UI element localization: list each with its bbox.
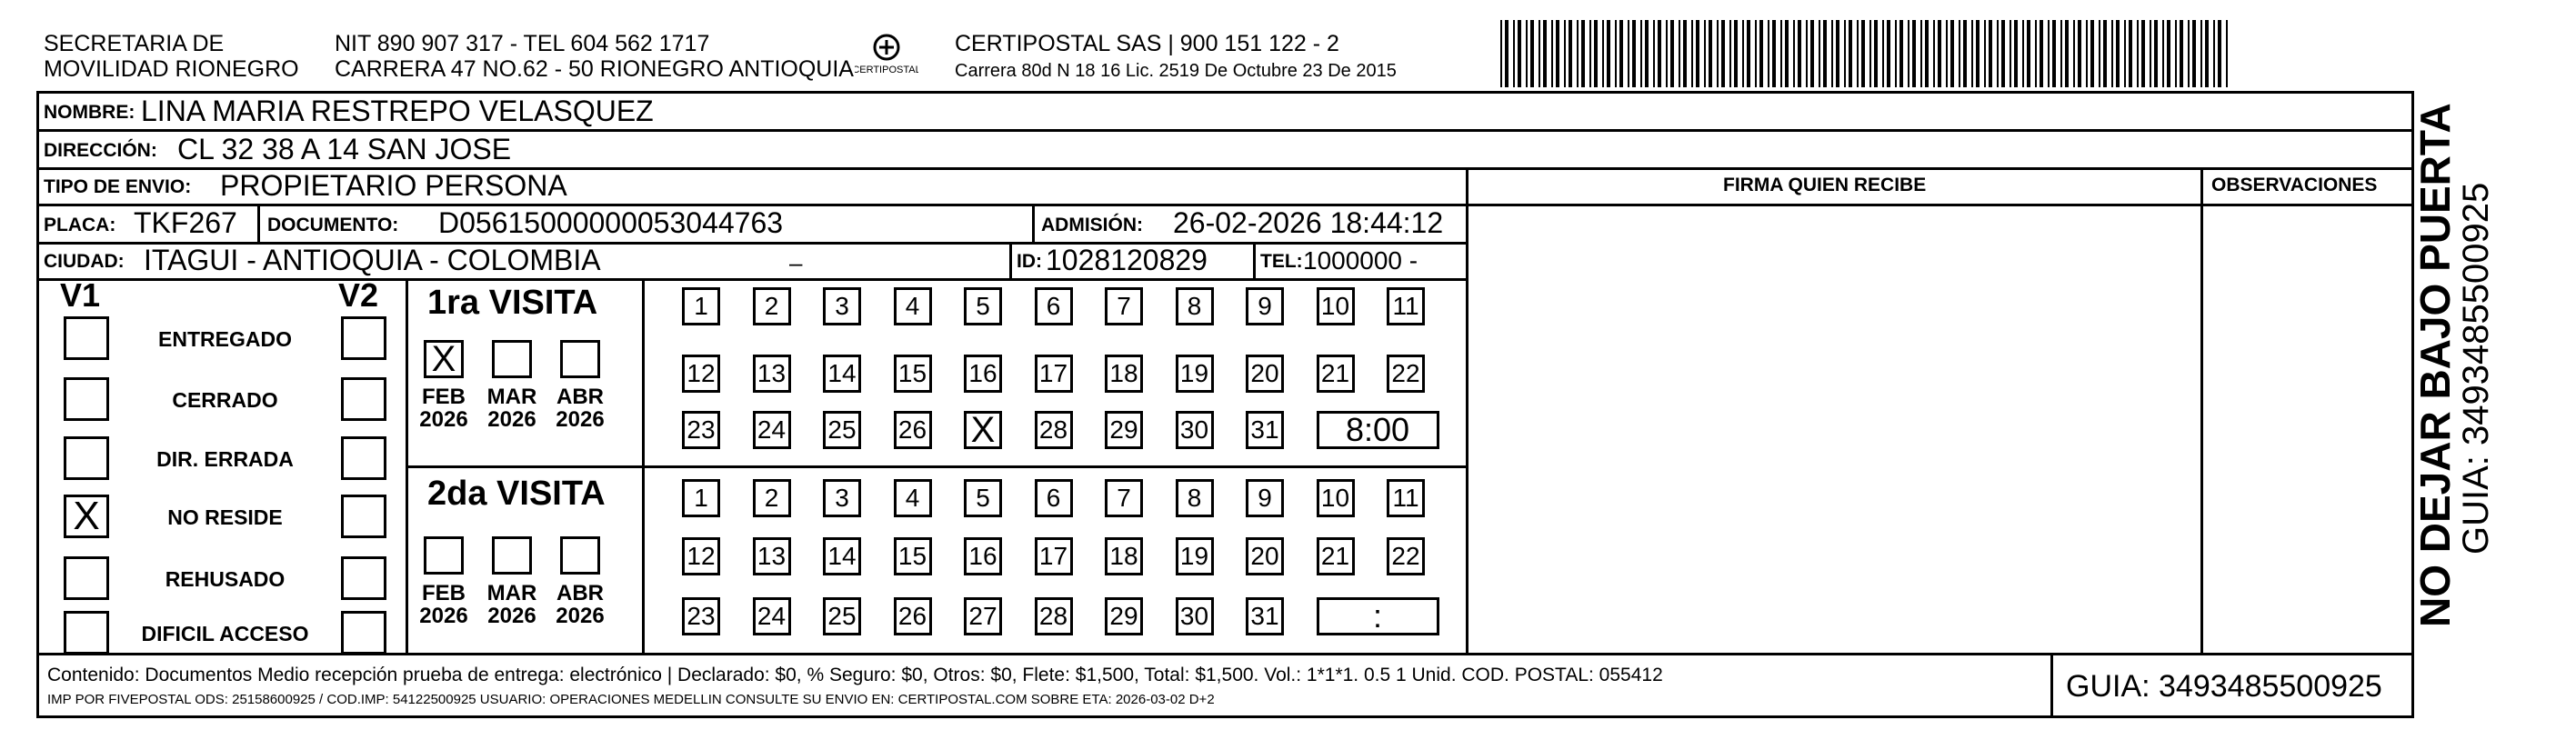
first-day-28[interactable]: 28: [1035, 411, 1073, 449]
barcode-bar: [2175, 20, 2177, 87]
barcode-bar: [1632, 20, 1636, 87]
first-day-19[interactable]: 19: [1176, 355, 1214, 393]
v2-checkbox[interactable]: [341, 495, 386, 538]
barcode-bar: [2200, 20, 2202, 87]
second-day-1[interactable]: 1: [682, 479, 720, 517]
first-day-27[interactable]: X: [964, 411, 1002, 449]
barcode-bar: [1666, 20, 1668, 87]
barcode-bar: [1594, 20, 1598, 87]
barcode-bar: [1658, 20, 1661, 87]
placa-value: TKF267: [134, 206, 237, 239]
second-visit-title: 2da VISITA: [427, 475, 606, 513]
first-day-13[interactable]: 13: [753, 355, 791, 393]
barcode-bar: [1589, 20, 1591, 87]
barcode-bar: [1925, 20, 1929, 87]
barcode-bar: [1912, 20, 1916, 87]
v1-checkbox[interactable]: [64, 316, 109, 360]
status-label: REHUSADO: [165, 567, 286, 591]
barcode-bar: [1971, 20, 1973, 87]
footer-line-2: IMP POR FIVEPOSTAL ODS: 25158600925 / COD.IMP: 54122500925 USUARIO: OPERACIONES MEDELLIN CONSULTE SU ENVIO EN: CERTIPOSTAL.COM SOBRE ETA: 2026-03-02 D+2: [47, 692, 1215, 707]
tel-value: 1000000 -: [1303, 246, 1418, 275]
second-day-17[interactable]: 17: [1035, 537, 1073, 575]
svg-text:CERTIPOSTAL: CERTIPOSTAL: [855, 65, 918, 75]
firma-area[interactable]: [1469, 207, 2197, 651]
second-day-16[interactable]: 16: [964, 537, 1002, 575]
second-month-checkbox[interactable]: [492, 536, 532, 575]
side-guia: GUIA: 3493485500925: [2456, 182, 2496, 555]
month-name: ABR: [556, 385, 604, 409]
barcode-bar: [2022, 20, 2024, 87]
barcode-bar: [1963, 20, 1967, 87]
barcode-bar: [1989, 20, 1992, 87]
barcode-bar: [1653, 20, 1655, 87]
barcode-bar: [1645, 20, 1649, 87]
second-day-12[interactable]: 12: [682, 537, 720, 575]
barcode-bar: [1696, 20, 1699, 87]
second-day-24[interactable]: 24: [753, 597, 791, 635]
barcode-bar: [2167, 20, 2170, 87]
barcode-bar: [1798, 20, 1801, 87]
second-day-7[interactable]: 7: [1105, 479, 1143, 517]
documento-label: DOCUMENTO:: [267, 215, 399, 235]
barcode-bar: [2027, 20, 2030, 87]
month-label: [412, 582, 476, 627]
v1-checkbox[interactable]: [64, 611, 109, 655]
barcode-bar: [1823, 20, 1827, 87]
sender-line-2: MOVILIDAD RIONEGRO: [44, 56, 299, 82]
first-month-checkbox[interactable]: [560, 340, 600, 378]
barcode-bar: [1543, 20, 1547, 87]
documento-value: D05615000000053044763: [438, 206, 784, 239]
month-label: [480, 582, 544, 627]
barcode-bar: [1836, 20, 1839, 87]
barcode-bar: [1780, 20, 1782, 87]
address-line: CARRERA 47 NO.62 - 50 RIONEGRO ANTIOQUIA: [335, 56, 854, 82]
first-month-checkbox[interactable]: X: [424, 340, 464, 378]
barcode-bar: [1500, 20, 1502, 87]
status-label: DIR. ERRADA: [156, 447, 294, 471]
month-year: 2026: [419, 407, 468, 433]
barcode-bar: [1564, 20, 1566, 87]
id-value: 1028120829: [1046, 244, 1208, 276]
barcode-bar: [1810, 20, 1814, 87]
barcode-bar: [1581, 20, 1585, 87]
first-day-17[interactable]: 17: [1035, 355, 1073, 393]
barcode-bar: [2154, 20, 2158, 87]
barcode-bar: [1513, 20, 1515, 87]
first-day-9[interactable]: 9: [1246, 287, 1284, 325]
barcode-bar: [1704, 20, 1706, 87]
v1-checkbox[interactable]: [64, 436, 109, 480]
barcode-bar: [1670, 20, 1674, 87]
barcode-bar: [1933, 20, 1935, 87]
certipostal-logo: [855, 33, 918, 80]
barcode-bar: [2014, 20, 2018, 87]
second-day-23[interactable]: 23: [682, 597, 720, 635]
barcode-bar: [1844, 20, 1846, 87]
month-year: 2026: [487, 604, 536, 629]
v1-checkbox[interactable]: X: [64, 495, 109, 538]
barcode-bar: [1709, 20, 1712, 87]
month-name: FEB: [422, 385, 466, 409]
month-label: [548, 582, 612, 627]
barcode-bar: [1857, 20, 1859, 87]
barcode-bar: [1861, 20, 1865, 87]
first-day-12[interactable]: 12: [682, 355, 720, 393]
first-day-18[interactable]: 18: [1105, 355, 1143, 393]
barcode-bar: [1729, 20, 1731, 87]
barcode-bar: [2040, 20, 2043, 87]
month-year: 2026: [556, 604, 605, 629]
barcode-bar: [2218, 20, 2221, 87]
barcode-bar: [2086, 20, 2088, 87]
barcode-bar: [1569, 20, 1572, 87]
barcode-bar: [1683, 20, 1687, 87]
month-year: 2026: [419, 604, 468, 629]
month-name: FEB: [422, 581, 466, 605]
carrier-line-2: Carrera 80d N 18 16 Lic. 2519 De Octubre 23 De 2015: [955, 61, 1397, 81]
barcode-bar: [2048, 20, 2050, 87]
barcode-bar: [2099, 20, 2100, 87]
month-year: 2026: [487, 407, 536, 433]
tipo-label: TIPO DE ENVIO:: [44, 176, 192, 197]
tel-label: TEL:: [1260, 251, 1303, 272]
first-month-checkbox[interactable]: [492, 340, 532, 378]
barcode-bar: [2188, 20, 2190, 87]
v2-header: V2: [338, 276, 379, 314]
barcode-bar: [2205, 20, 2209, 87]
barcode-bar: [1785, 20, 1789, 87]
barcode-bar: [1920, 20, 1922, 87]
barcode-bar: [1772, 20, 1776, 87]
observaciones-header: OBSERVACIONES: [2211, 175, 2378, 195]
barcode-bar: [1806, 20, 1808, 87]
second-day-8[interactable]: 8: [1176, 479, 1214, 517]
first-day-20[interactable]: 20: [1246, 355, 1284, 393]
barcode-bar: [1869, 20, 1871, 87]
barcode-bar: [1628, 20, 1629, 87]
first-day-8[interactable]: 8: [1176, 287, 1214, 325]
second-month-checkbox[interactable]: [560, 536, 600, 575]
barcode-bar: [2124, 20, 2126, 87]
first-day-22[interactable]: 22: [1387, 355, 1425, 393]
barcode-bar: [2010, 20, 2011, 87]
barcode-bar: [1518, 20, 1521, 87]
v1-checkbox[interactable]: [64, 556, 109, 600]
barcode-bar: [2078, 20, 2081, 87]
barcode-bar: [1819, 20, 1820, 87]
barcode-bar: [1882, 20, 1884, 87]
second-day-10[interactable]: 10: [1317, 479, 1355, 517]
month-name: ABR: [556, 581, 604, 605]
second-day-29[interactable]: 29: [1105, 597, 1143, 635]
second-month-checkbox[interactable]: [424, 536, 464, 575]
barcode-bar: [2226, 20, 2228, 87]
second-day-4[interactable]: 4: [894, 479, 932, 517]
side-warning: NO DEJAR BAJO PUERTA: [2411, 103, 2459, 627]
barcode-bar: [2103, 20, 2107, 87]
status-label: DIFICIL ACCESO: [141, 622, 309, 645]
second-day-30[interactable]: 30: [1176, 597, 1214, 635]
v2-checkbox[interactable]: [341, 611, 386, 655]
second-day-11[interactable]: 11: [1387, 479, 1425, 517]
second-day-15[interactable]: 15: [894, 537, 932, 575]
nit-line: NIT 890 907 317 - TEL 604 562 1717: [335, 31, 710, 56]
placa-label: PLACA:: [44, 215, 116, 235]
barcode-bar: [1895, 20, 1897, 87]
barcode-bar: [1997, 20, 1999, 87]
first-day-1[interactable]: 1: [682, 287, 720, 325]
firma-header: FIRMA QUIEN RECIBE: [1723, 175, 1927, 195]
second-day-2[interactable]: 2: [753, 479, 791, 517]
barcode-bar: [1950, 20, 1954, 87]
barcode-bar: [1938, 20, 1941, 87]
barcode: [1500, 20, 2231, 87]
barcode-bar: [1887, 20, 1890, 87]
first-day-31[interactable]: 31: [1246, 411, 1284, 449]
admision-label: ADMISIÓN:: [1041, 215, 1143, 235]
barcode-bar: [1602, 20, 1604, 87]
barcode-bar: [1831, 20, 1833, 87]
direccion-label: DIRECCIÓN:: [44, 140, 157, 161]
second-day-9[interactable]: 9: [1246, 479, 1284, 517]
month-label: [480, 385, 544, 431]
barcode-bar: [2213, 20, 2215, 87]
second-day-22[interactable]: 22: [1387, 537, 1425, 575]
first-day-11[interactable]: 11: [1387, 287, 1425, 325]
month-name: MAR: [486, 581, 537, 605]
ciudad-value: ITAGUI - ANTIOQUIA - COLOMBIA: [144, 244, 601, 276]
barcode-bar: [2116, 20, 2120, 87]
admision-value: 26-02-2026 18:44:12: [1173, 206, 1444, 239]
barcode-bar: [1530, 20, 1534, 87]
v2-checkbox[interactable]: [341, 316, 386, 360]
barcode-bar: [1717, 20, 1719, 87]
status-label: NO RESIDE: [167, 505, 283, 529]
nombre-label: NOMBRE:: [44, 102, 135, 123]
first-day-29[interactable]: 29: [1105, 411, 1143, 449]
ciudad-mark: –: [789, 249, 803, 276]
barcode-bar: [1577, 20, 1579, 87]
barcode-bar: [2162, 20, 2164, 87]
first-day-21[interactable]: 21: [1317, 355, 1355, 393]
id-label: ID:: [1017, 251, 1042, 272]
second-day-13[interactable]: 13: [753, 537, 791, 575]
barcode-bar: [2001, 20, 2005, 87]
month-name: MAR: [486, 385, 537, 409]
v2-checkbox[interactable]: [341, 436, 386, 480]
second-day-20[interactable]: 20: [1246, 537, 1284, 575]
second-day-28[interactable]: 28: [1035, 597, 1073, 635]
barcode-bar: [1747, 20, 1750, 87]
sender-line-1: SECRETARIA DE: [44, 31, 225, 56]
first-day-15[interactable]: 15: [894, 355, 932, 393]
barcode-bar: [1755, 20, 1757, 87]
second-day-3[interactable]: 3: [823, 479, 861, 517]
second-day-14[interactable]: 14: [823, 537, 861, 575]
first-visit-title: 1ra VISITA: [427, 284, 598, 322]
barcode-bar: [1640, 20, 1642, 87]
first-day-4[interactable]: 4: [894, 287, 932, 325]
second-day-25[interactable]: 25: [823, 597, 861, 635]
barcode-bar: [1874, 20, 1878, 87]
barcode-bar: [2073, 20, 2075, 87]
second-day-21[interactable]: 21: [1317, 537, 1355, 575]
barcode-bar: [2150, 20, 2151, 87]
first-day-26[interactable]: 26: [894, 411, 932, 449]
barcode-bar: [1984, 20, 1986, 87]
status-label: CERRADO: [172, 388, 278, 412]
second-day-31[interactable]: 31: [1246, 597, 1284, 635]
barcode-bar: [1742, 20, 1744, 87]
barcode-bar: [1768, 20, 1769, 87]
barcode-bar: [2137, 20, 2139, 87]
direccion-value: CL 32 38 A 14 SAN JOSE: [177, 133, 512, 165]
barcode-bar: [2180, 20, 2183, 87]
first-day-2[interactable]: 2: [753, 287, 791, 325]
month-label: [548, 385, 612, 431]
carrier-line-1: CERTIPOSTAL SAS | 900 151 122 - 2: [955, 31, 1339, 56]
second-day-26[interactable]: 26: [894, 597, 932, 635]
barcode-bar: [1721, 20, 1725, 87]
first-day-25[interactable]: 25: [823, 411, 861, 449]
v1-checkbox[interactable]: [64, 377, 109, 421]
barcode-bar: [1946, 20, 1948, 87]
second-day-19[interactable]: 19: [1176, 537, 1214, 575]
barcode-bar: [1505, 20, 1509, 87]
first-day-24[interactable]: 24: [753, 411, 791, 449]
nombre-value: LINA MARIA RESTREPO VELASQUEZ: [141, 95, 654, 127]
barcode-bar: [2065, 20, 2069, 87]
barcode-bar: [1793, 20, 1795, 87]
footer-guia: GUIA: 3493485500925: [2066, 669, 2382, 704]
first-day-23[interactable]: 23: [682, 411, 720, 449]
first-time-field[interactable]: 8:00: [1317, 411, 1439, 449]
barcode-bar: [1607, 20, 1610, 87]
v2-checkbox[interactable]: [341, 377, 386, 421]
barcode-bar: [2111, 20, 2113, 87]
barcode-bar: [1556, 20, 1559, 87]
barcode-bar: [1619, 20, 1623, 87]
barcode-bar: [1615, 20, 1617, 87]
observaciones-area[interactable]: [2204, 207, 2411, 651]
second-day-6[interactable]: 6: [1035, 479, 1073, 517]
barcode-bar: [1679, 20, 1680, 87]
month-year: 2026: [556, 407, 605, 433]
second-day-5[interactable]: 5: [964, 479, 1002, 517]
barcode-bar: [1551, 20, 1553, 87]
first-day-14[interactable]: 14: [823, 355, 861, 393]
ciudad-label: CIUDAD:: [44, 251, 125, 272]
second-day-18[interactable]: 18: [1105, 537, 1143, 575]
barcode-bar: [2035, 20, 2037, 87]
barcode-bar: [1539, 20, 1540, 87]
first-day-16[interactable]: 16: [964, 355, 1002, 393]
barcode-bar: [1849, 20, 1852, 87]
first-day-7[interactable]: 7: [1105, 287, 1143, 325]
barcode-bar: [2141, 20, 2145, 87]
barcode-bar: [1759, 20, 1763, 87]
first-day-6[interactable]: 6: [1035, 287, 1073, 325]
second-time-field[interactable]: :: [1317, 597, 1439, 635]
barcode-bar: [2129, 20, 2132, 87]
barcode-bar: [2090, 20, 2094, 87]
second-day-27[interactable]: 27: [964, 597, 1002, 635]
barcode-bar: [2192, 20, 2196, 87]
month-label: [412, 385, 476, 431]
barcode-bar: [2060, 20, 2062, 87]
first-day-30[interactable]: 30: [1176, 411, 1214, 449]
barcode-bar: [1976, 20, 1980, 87]
first-day-5[interactable]: 5: [964, 287, 1002, 325]
v2-checkbox[interactable]: [341, 556, 386, 600]
barcode-bar: [1959, 20, 1960, 87]
barcode-bar: [1899, 20, 1903, 87]
barcode-bar: [1734, 20, 1738, 87]
barcode-bar: [2052, 20, 2056, 87]
footer-line-1: Contenido: Documentos Medio recepción prueba de entrega: electrónico | Declarado: $0, % Seguro: $0, Otros: $0, Flete: $1,500, Total: $1,500. Vol.: 1*1*1. 0.5 1 Unid. COD. POSTAL: 055412: [47, 665, 1663, 685]
first-day-3[interactable]: 3: [823, 287, 861, 325]
barcode-bar: [1908, 20, 1909, 87]
first-day-10[interactable]: 10: [1317, 287, 1355, 325]
status-label: ENTREGADO: [158, 327, 292, 351]
v1-header: V1: [60, 276, 101, 314]
barcode-bar: [1526, 20, 1528, 87]
tipo-value: PROPIETARIO PERSONA: [220, 169, 567, 202]
barcode-bar: [1691, 20, 1693, 87]
